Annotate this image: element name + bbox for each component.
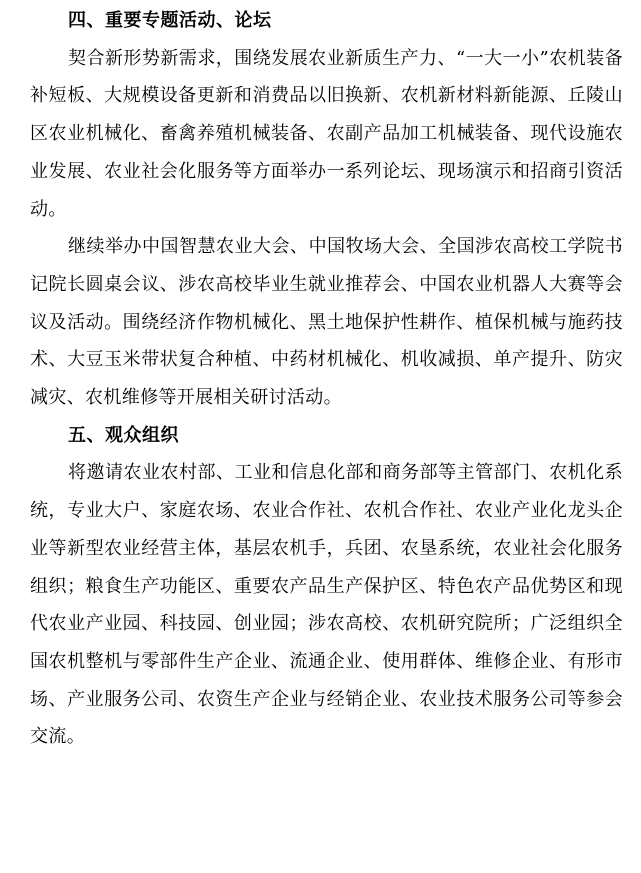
- paragraph-audience: 将邀请农业农村部、工业和信息化部和商务部等主管部门、农机化系统，专业大户、家庭农场、农业合作社、农机合作社、农业产业化龙头企业等新型农业经营主体，基层农机手，兵团、农垦系统，农业社会化服务组织；粮食生产功能区、重要农产品生产保护区、特色农产品优势区和现代农业产业园、科技园、创业园；涉农高校、农机研究院所；广泛组织全国农机整机与零部件生产企业、流通企业、使用群体、维修企业、有形市场、产业服务公司、农资生产企业与经销企业、农业技术服务公司等参会交流。: [30, 462, 623, 748]
- paragraph-forums: 契合新形势新需求，围绕发展农业新质生产力、“一大一小”农机装备补短板、大规模设备更新和消费品以旧换新、农机新材料新能源、丘陵山区农业机械化、畜禽养殖机械装备、农副产品加工机械装备、现代设施农业发展、农业社会化服务等方面举办一系列论坛、现场演示和招商引资活动。: [30, 47, 623, 220]
- section-heading-4: 四、重要专题活动、论坛: [68, 10, 272, 31]
- paragraph-conferences: 继续举办中国智慧农业大会、中国牧场大会、全国涉农高校工学院书记院长圆桌会议、涉农高校毕业生就业推荐会、中国农业机器人大赛等会议及活动。围绕经济作物机械化、黑土地保护性耕作、植保机械与施药技术、大豆玉米带状复合种植、中药材机械化、机收减损、单产提升、防灾减灾、农机维修等开展相关研讨活动。: [30, 236, 623, 409]
- section-heading-5: 五、观众组织: [68, 424, 179, 446]
